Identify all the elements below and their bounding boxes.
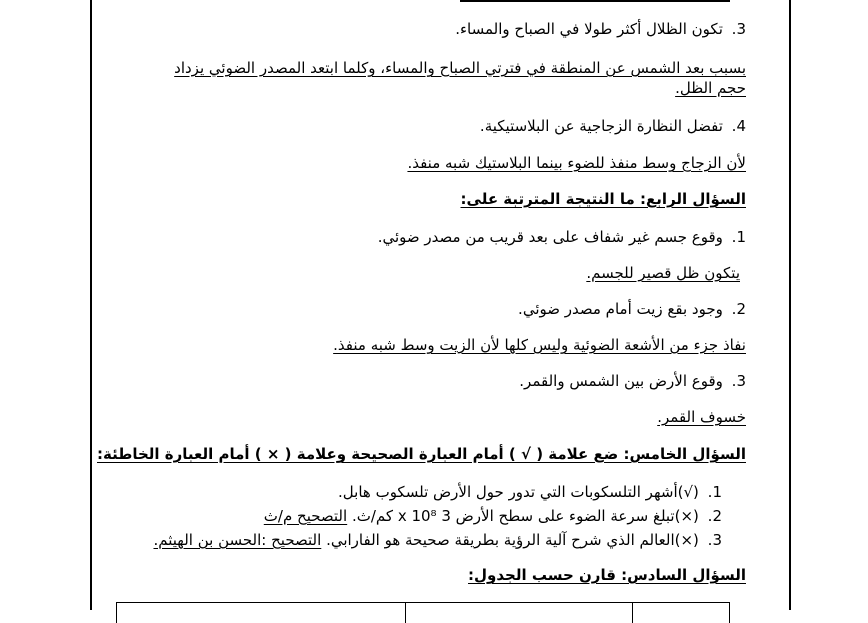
q5-heading: السؤال الخامس: ضع علامة ( √ ) أمام العبارة الصحيحة وعلامة ( × ) أمام العبارة الخاطئة:: [97, 445, 746, 463]
q4-item-2: [518, 300, 746, 318]
item-number: 3.: [707, 531, 722, 549]
item-text: أشهر التلسكوبات التي تدور حول الأرض تلسكوب هابل.: [338, 483, 678, 501]
q3-item-3: [455, 20, 746, 38]
q4-item-3-answer: خسوف القمر.: [657, 408, 746, 426]
q5-item-1: [338, 483, 722, 501]
q4-item-1: [378, 228, 746, 246]
item-number: 4.: [731, 117, 746, 135]
q4-item-3: [519, 372, 746, 390]
item-number: 1.: [731, 228, 746, 246]
table-column-divider: [405, 603, 406, 623]
top-border-fragment: [460, 0, 730, 2]
table-column-divider: [632, 603, 633, 623]
answer-mark: (×): [674, 531, 699, 549]
q3-item-4: [480, 117, 746, 135]
item-text: وقوع الأرض بين الشمس والقمر.: [519, 372, 723, 390]
q4-item-1-answer: يتكون ظل قصير للجسم.: [586, 264, 740, 282]
item-number: 1.: [707, 483, 722, 501]
correction: التصحيح م/ث: [263, 507, 348, 525]
q3-item-4-answer: لأن الزجاج وسط منفذ للضوء بينما البلاستيك شبه منفذ.: [407, 154, 746, 172]
item-number: 3.: [731, 20, 746, 38]
q4-item-2-answer: نفاذ جزء من الأشعة الضوئية وليس كلها لأن الزيت وسط شبه منفذ.: [333, 336, 746, 354]
item-text: وقوع جسم غير شفاف على بعد قريب من مصدر ضوئي.: [377, 228, 723, 246]
item-text: وجود بقع زيت أمام مصدر ضوئي.: [518, 300, 723, 318]
item-number: 2.: [707, 507, 722, 525]
item-number: 2.: [731, 300, 746, 318]
q6-heading: السؤال السادس: قارن حسب الجدول:: [468, 566, 746, 584]
q5-item-2: [264, 507, 722, 525]
item-text: العالم الذي شرح آلية الرؤية بطريقة صحيحة هو الفارابي.: [326, 531, 675, 549]
q5-item-3: [153, 531, 722, 549]
q3-item-3-answer: بسبب بعد الشمس عن المنطقة في فترتي الصباح والمساء، وكلما ابتعد المصدر الضوئي يزداد حجم الظل.: [174, 59, 746, 97]
item-number: 3.: [731, 372, 746, 390]
item-text: تفضل النظارة الزجاجية عن البلاستيكية.: [479, 117, 723, 135]
correction: التصحيح :الحسن بن الهيثم.: [153, 531, 322, 549]
answer-mark: (√): [677, 483, 699, 501]
q4-heading: السؤال الرابع: ما النتيجة المترتبة على:: [460, 190, 746, 208]
answer-mark: (×): [674, 507, 699, 525]
comparison-table: [116, 602, 730, 623]
item-text: تكون الظلال أكثر طولا في الصباح والمساء.: [455, 20, 723, 38]
item-text: تبلغ سرعة الضوء على سطح الأرض 3 x 10⁸ كم/ث.: [351, 507, 675, 525]
